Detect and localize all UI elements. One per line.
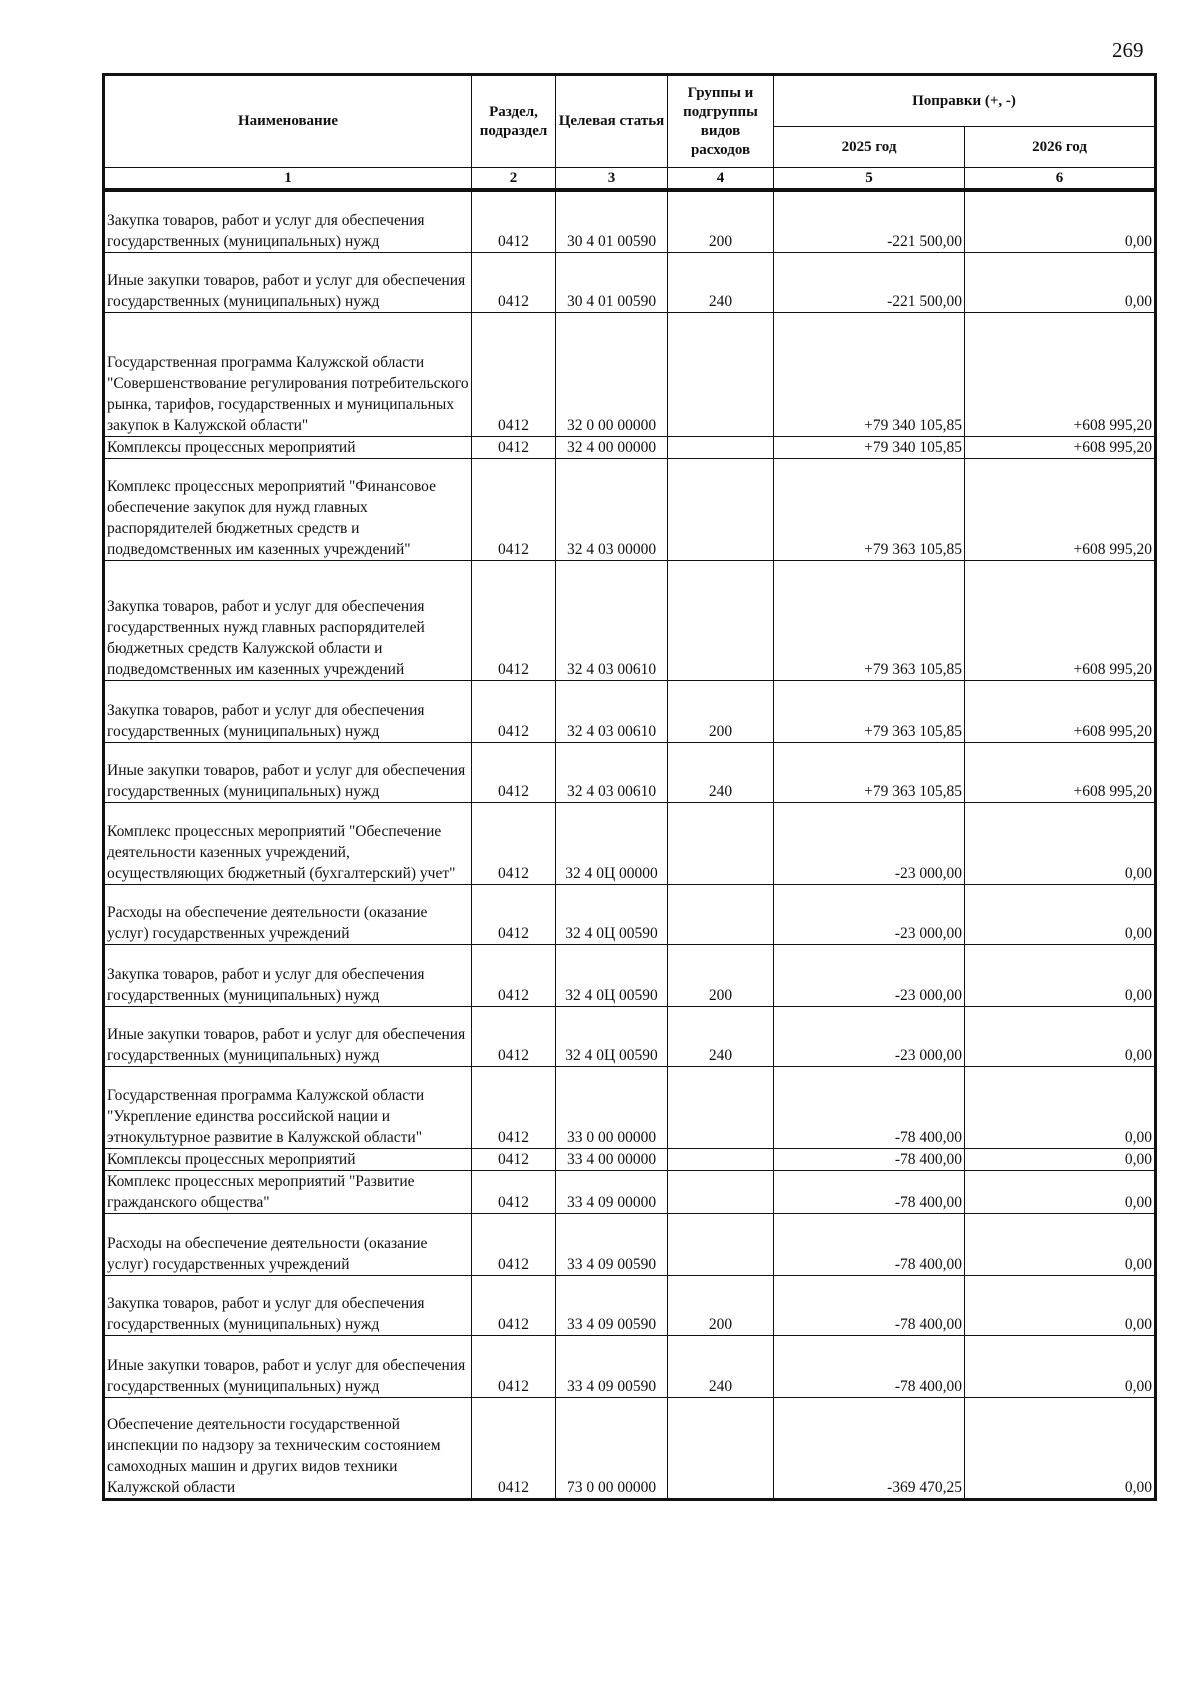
col-number: 1 (104, 168, 472, 191)
table-row (104, 884, 1156, 944)
row-expense-group (668, 1170, 774, 1213)
row-amount-2025: -78 400,00 (774, 1335, 965, 1397)
row-target-code: 33 4 00 00000 (556, 1148, 668, 1170)
row-section-code: 0412 (472, 190, 556, 252)
header-year-2025: 2025 год (774, 127, 965, 168)
header-target: Целевая статья (556, 75, 668, 168)
row-expense-group (668, 1066, 774, 1148)
table-row (104, 1397, 1156, 1499)
row-section-code: 0412 (472, 312, 556, 436)
table-row (104, 1170, 1156, 1213)
row-expense-group (668, 312, 774, 436)
row-name: Расходы на обеспечение деятельности (оказание услуг) государственных учреждений (104, 884, 472, 944)
row-name: Иные закупки товаров, работ и услуг для обеспечения государственных (муниципальных) нужд (104, 1006, 472, 1066)
row-amount-2025: +79 363 105,85 (774, 458, 965, 560)
row-name: Закупка товаров, работ и услуг для обеспечения государственных (муниципальных) нужд (104, 1275, 472, 1335)
table-row (104, 680, 1156, 742)
row-amount-2025: -221 500,00 (774, 252, 965, 312)
row-target-code: 32 4 03 00610 (556, 560, 668, 680)
row-amount-2025: +79 340 105,85 (774, 312, 965, 436)
row-target-code: 73 0 00 00000 (556, 1397, 668, 1499)
header-amendments: Поправки (+, -) (774, 75, 1156, 127)
col-number: 5 (774, 168, 965, 191)
row-section-code: 0412 (472, 802, 556, 884)
row-amount-2025: -221 500,00 (774, 190, 965, 252)
row-section-code: 0412 (472, 742, 556, 802)
row-target-code: 32 4 03 00000 (556, 458, 668, 560)
table-row (104, 1335, 1156, 1397)
row-target-code: 33 4 09 00590 (556, 1213, 668, 1275)
col-number: 3 (556, 168, 668, 191)
table-row (104, 1006, 1156, 1066)
table-row (104, 312, 1156, 436)
row-target-code: 30 4 01 00590 (556, 190, 668, 252)
row-section-code: 0412 (472, 252, 556, 312)
row-target-code: 33 4 09 00590 (556, 1335, 668, 1397)
row-expense-group (668, 1148, 774, 1170)
row-name: Закупка товаров, работ и услуг для обеспечения государственных (муниципальных) нужд (104, 944, 472, 1006)
row-section-code: 0412 (472, 944, 556, 1006)
row-section-code: 0412 (472, 884, 556, 944)
row-name: Государственная программа Калужской области "Укрепление единства российской нации и этнокультурное развитие в Калужской области" (104, 1066, 472, 1148)
row-amount-2025: +79 363 105,85 (774, 680, 965, 742)
header-groups: Группы и подгруппы видов расходов (668, 75, 774, 168)
row-target-code: 33 0 00 00000 (556, 1066, 668, 1148)
row-expense-group: 200 (668, 1275, 774, 1335)
page-number: 269 (1112, 38, 1144, 62)
row-expense-group: 240 (668, 742, 774, 802)
row-expense-group: 240 (668, 1006, 774, 1066)
row-amount-2026: 0,00 (965, 190, 1156, 252)
row-amount-2026: 0,00 (965, 944, 1156, 1006)
row-amount-2025: -23 000,00 (774, 884, 965, 944)
row-amount-2025: -78 400,00 (774, 1213, 965, 1275)
row-target-code: 30 4 01 00590 (556, 252, 668, 312)
table-row (104, 1066, 1156, 1148)
row-amount-2026: 0,00 (965, 1066, 1156, 1148)
row-section-code: 0412 (472, 680, 556, 742)
table-row (104, 1275, 1156, 1335)
row-amount-2026: 0,00 (965, 1275, 1156, 1335)
row-name: Иные закупки товаров, работ и услуг для обеспечения государственных (муниципальных) нужд (104, 742, 472, 802)
row-name: Обеспечение деятельности государственной инспекции по надзору за техническим состоянием самоходных машин и других видов техники Калужской области (104, 1397, 472, 1499)
table-row (104, 252, 1156, 312)
budget-table (102, 73, 1157, 1501)
table-row (104, 944, 1156, 1006)
row-section-code: 0412 (472, 1006, 556, 1066)
row-expense-group (668, 458, 774, 560)
row-section-code: 0412 (472, 436, 556, 458)
row-amount-2026: 0,00 (965, 884, 1156, 944)
row-name: Закупка товаров, работ и услуг для обеспечения государственных (муниципальных) нужд (104, 190, 472, 252)
row-amount-2025: -23 000,00 (774, 944, 965, 1006)
row-expense-group (668, 560, 774, 680)
col-number: 2 (472, 168, 556, 191)
row-amount-2025: -23 000,00 (774, 802, 965, 884)
row-amount-2026: 0,00 (965, 252, 1156, 312)
row-expense-group (668, 1397, 774, 1499)
row-amount-2026: +608 995,20 (965, 680, 1156, 742)
row-target-code: 32 4 03 00610 (556, 742, 668, 802)
table-row (104, 458, 1156, 560)
col-number: 6 (965, 168, 1156, 191)
row-section-code: 0412 (472, 1066, 556, 1148)
row-name: Иные закупки товаров, работ и услуг для обеспечения государственных (муниципальных) нужд (104, 1335, 472, 1397)
row-expense-group: 200 (668, 944, 774, 1006)
row-amount-2026: 0,00 (965, 1213, 1156, 1275)
row-amount-2026: +608 995,20 (965, 560, 1156, 680)
row-target-code: 33 4 09 00000 (556, 1170, 668, 1213)
row-target-code: 32 4 0Ц 00590 (556, 884, 668, 944)
row-amount-2026: 0,00 (965, 1148, 1156, 1170)
row-amount-2026: +608 995,20 (965, 312, 1156, 436)
row-target-code: 32 4 0Ц 00000 (556, 802, 668, 884)
row-expense-group (668, 884, 774, 944)
row-expense-group: 240 (668, 252, 774, 312)
row-section-code: 0412 (472, 1275, 556, 1335)
row-amount-2026: 0,00 (965, 1397, 1156, 1499)
table-body (104, 190, 1156, 1499)
row-section-code: 0412 (472, 1213, 556, 1275)
row-expense-group (668, 1213, 774, 1275)
row-target-code: 32 4 03 00610 (556, 680, 668, 742)
table-row (104, 802, 1156, 884)
row-amount-2025: +79 340 105,85 (774, 436, 965, 458)
col-number: 4 (668, 168, 774, 191)
table-row (104, 742, 1156, 802)
row-amount-2025: -78 400,00 (774, 1275, 965, 1335)
table-row (104, 1213, 1156, 1275)
row-section-code: 0412 (472, 560, 556, 680)
row-name: Иные закупки товаров, работ и услуг для обеспечения государственных (муниципальных) нужд (104, 252, 472, 312)
row-name: Закупка товаров, работ и услуг для обеспечения государственных нужд главных распорядителей бюджетных средств Калужской области и подведомственных им казенных учреждений (104, 560, 472, 680)
row-amount-2026: +608 995,20 (965, 436, 1156, 458)
row-amount-2025: -78 400,00 (774, 1170, 965, 1213)
row-name: Комплексы процессных мероприятий (104, 436, 472, 458)
row-amount-2026: 0,00 (965, 1006, 1156, 1066)
row-amount-2026: 0,00 (965, 1335, 1156, 1397)
row-amount-2025: +79 363 105,85 (774, 742, 965, 802)
row-name: Государственная программа Калужской области "Совершенствование регулирования потребительского рынка, тарифов, государственных и муниципальных закупок в Калужской области" (104, 312, 472, 436)
row-section-code: 0412 (472, 458, 556, 560)
row-name: Комплекс процессных мероприятий "Развитие гражданского общества" (104, 1170, 472, 1213)
row-expense-group: 200 (668, 190, 774, 252)
row-target-code: 32 4 00 00000 (556, 436, 668, 458)
row-target-code: 32 0 00 00000 (556, 312, 668, 436)
row-name: Закупка товаров, работ и услуг для обеспечения государственных (муниципальных) нужд (104, 680, 472, 742)
row-amount-2025: -78 400,00 (774, 1148, 965, 1170)
row-amount-2026: 0,00 (965, 802, 1156, 884)
row-amount-2026: 0,00 (965, 1170, 1156, 1213)
row-section-code: 0412 (472, 1397, 556, 1499)
header-name: Наименование (104, 75, 472, 168)
row-name: Комплекс процессных мероприятий "Финансовое обеспечение закупок для нужд главных распорядителей бюджетных средств и подведомственных им казенных учреждений" (104, 458, 472, 560)
table-row (104, 1148, 1156, 1170)
row-amount-2025: -23 000,00 (774, 1006, 965, 1066)
row-expense-group (668, 436, 774, 458)
row-expense-group (668, 802, 774, 884)
row-section-code: 0412 (472, 1148, 556, 1170)
row-target-code: 32 4 0Ц 00590 (556, 1006, 668, 1066)
row-amount-2026: +608 995,20 (965, 742, 1156, 802)
row-name: Комплексы процессных мероприятий (104, 1148, 472, 1170)
row-amount-2026: +608 995,20 (965, 458, 1156, 560)
row-expense-group: 240 (668, 1335, 774, 1397)
row-name: Комплекс процессных мероприятий "Обеспечение деятельности казенных учреждений, осуществляющих бюджетный (бухгалтерский) учет" (104, 802, 472, 884)
row-amount-2025: -78 400,00 (774, 1066, 965, 1148)
row-name: Расходы на обеспечение деятельности (оказание услуг) государственных учреждений (104, 1213, 472, 1275)
table-row (104, 190, 1156, 252)
row-target-code: 32 4 0Ц 00590 (556, 944, 668, 1006)
row-amount-2025: -369 470,25 (774, 1397, 965, 1499)
table-row (104, 560, 1156, 680)
row-section-code: 0412 (472, 1170, 556, 1213)
table-row (104, 436, 1156, 458)
table-header (104, 75, 1156, 191)
header-section: Раздел, подраздел (472, 75, 556, 168)
row-expense-group: 200 (668, 680, 774, 742)
header-year-2026: 2026 год (965, 127, 1156, 168)
row-target-code: 33 4 09 00590 (556, 1275, 668, 1335)
row-amount-2025: +79 363 105,85 (774, 560, 965, 680)
row-section-code: 0412 (472, 1335, 556, 1397)
